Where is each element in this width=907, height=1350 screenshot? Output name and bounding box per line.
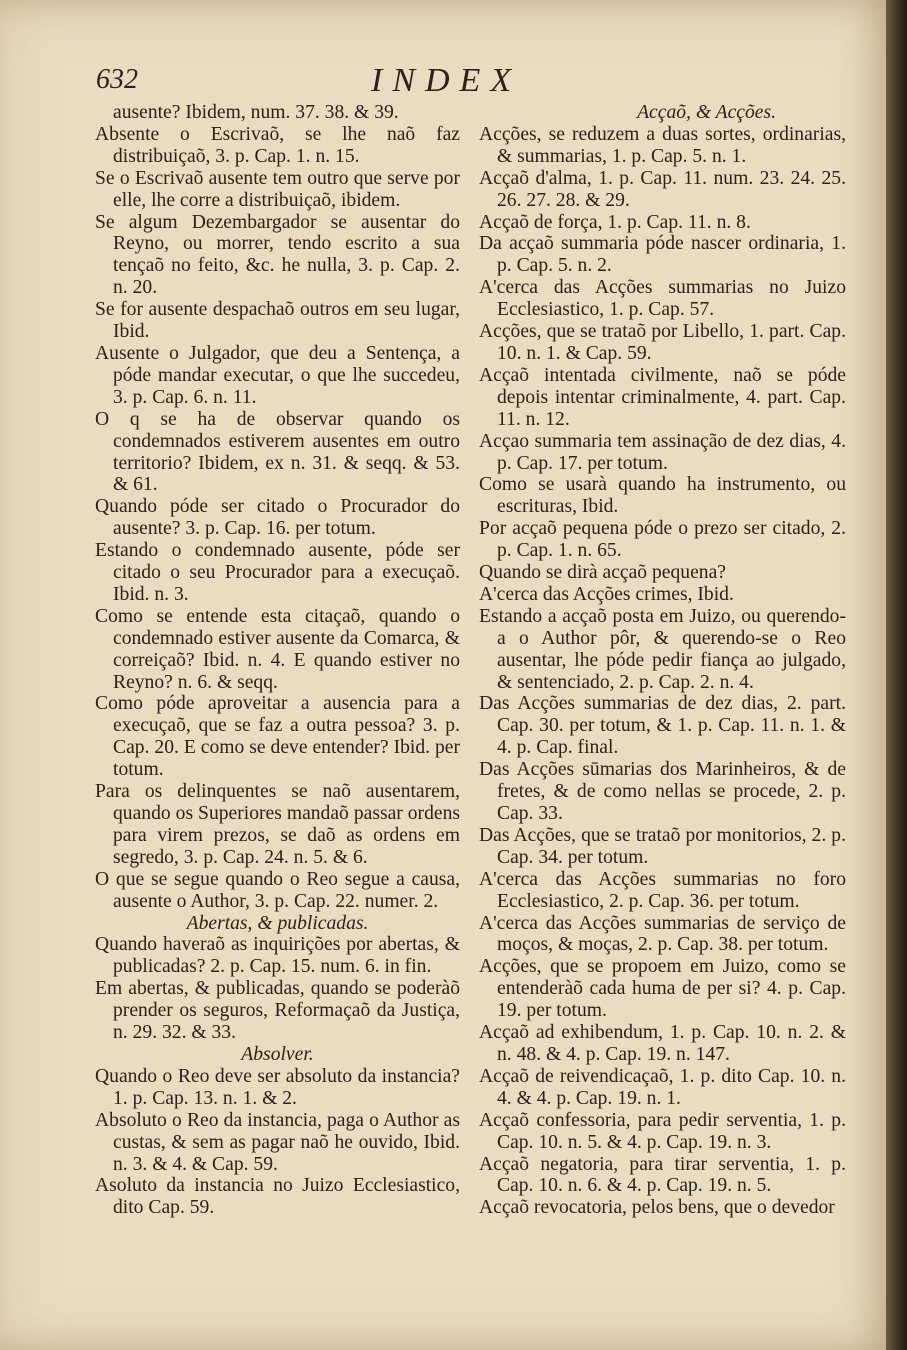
index-entry: Como póde aproveitar a ausencia para a execuçaõ, que se faz a outra pessoa? 3. p. Cap. 20. E como se deve entender? Ibid. per totum.: [95, 693, 460, 781]
index-entry: Acçaõ confessoria, para pedir serventia, 1. p. Cap. 10. n. 5. & 4. p. Cap. 19. n. 3.: [479, 1109, 846, 1153]
left-index-column: [95, 102, 460, 1219]
section-heading: Abertas, & publicadas.: [186, 912, 369, 934]
index-entry: Das Acções sūmarias dos Marinheiros, & de fretes, & de como nellas se procede, 2. p. Cap. 33.: [479, 759, 846, 824]
index-entry: Se algum Dezembargador se ausentar do Reyno, ou morrer, tendo escrito a sua tençaõ no feito, &c. he nulla, 3. p. Cap. 2. n. 20.: [95, 211, 460, 299]
index-entry: Se o Escrivaõ ausente tem outro que serve por elle, lhe corre a distribuiçaõ, ibidem.: [95, 167, 460, 211]
index-entry-continuation: ausente? Ibidem, num. 37. 38. & 39.: [113, 102, 399, 123]
index-entry: Acções, se reduzem a duas sortes, ordinarias, & summarias, 1. p. Cap. 5. n. 1.: [479, 123, 846, 167]
index-entry: Acçaõ d'alma, 1. p. Cap. 11. num. 23. 24. 25. 26. 27. 28. & 29.: [479, 167, 846, 211]
page-header: [96, 62, 876, 102]
index-entry: Em abertas, & publicadas, quando se poderàõ prender os seguros, Reformaçaõ da Justiça, n. 29. 32. & 33.: [95, 978, 460, 1044]
index-entry: Por acçaõ pequena póde o prezo ser citado, 2. p. Cap. 1. n. 65.: [479, 518, 846, 562]
index-entry: Estando o condemnado ausente, póde ser citado o seu Procurador para a execuçaõ. Ibid. n. 3.: [95, 540, 460, 605]
index-entry: Absoluto o Reo da instancia, paga o Author as custas, & sem as pagar naõ he ouvido, Ibid. n. 3. & 4. & Cap. 59.: [95, 1109, 460, 1175]
index-entry: Asoluto da instancia no Juizo Ecclesiastico, dito Cap. 59.: [95, 1175, 460, 1219]
index-entry: Das Acções, que se trataõ por monitorios, 2. p. Cap. 34. per totum.: [479, 824, 846, 868]
index-entry: Como se entende esta citaçaõ, quando o condemnado estiver ausente da Comarca, & correiçaõ? Ibid. n. 4. E quando estiver no Reyno? n. 6. & seqq.: [95, 605, 460, 693]
index-entry: Quando póde ser citado o Procurador do ausente? 3. p. Cap. 16. per totum.: [95, 496, 460, 540]
index-entry: O q se ha de observar quando os condemnados estiverem ausentes em outro territorio? Ibidem, ex n. 31. & seqq. & 53. & 61.: [95, 408, 460, 496]
index-entry: Da acçaõ summaria póde nascer ordinaria, 1. p. Cap. 5. n. 2.: [479, 233, 846, 277]
index-entry: Absente o Escrivaõ, se lhe naõ faz distribuiçaõ, 3. p. Cap. 1. n. 15.: [95, 123, 460, 167]
index-entry: Acçaõ negatoria, para tirar serventia, 1. p. Cap. 10. n. 6. & 4. p. Cap. 19. n. 5.: [479, 1153, 846, 1197]
index-entry: Acçaõ intentada civilmente, naõ se póde depois intentar criminalmente, 4. part. Cap. 11. n. 12.: [479, 364, 846, 430]
section-heading: Absolver.: [241, 1043, 314, 1065]
index-entry: O que se segue quando o Reo segue a causa, ausente o Author, 3. p. Cap. 22. numer. 2.: [95, 868, 460, 912]
index-entry: Quando haveraõ as inquirições por abertas, & publicadas? 2. p. Cap. 15. num. 6. in fin.: [95, 934, 460, 978]
index-entry: A'cerca das Acções summarias no foro Ecclesiastico, 2. p. Cap. 36. per totum.: [479, 868, 846, 912]
page-number: 632: [96, 64, 138, 95]
index-entry: Ausente o Julgador, que deu a Sentença, a póde mandar executar, o que lhe succedeu, 3. p. Cap. 6. n. 11.: [95, 342, 460, 408]
index-entry: A'cerca das Acções summarias no Juizo Ecclesiastico, 1. p. Cap. 57.: [479, 277, 846, 321]
index-entry: Quando o Reo deve ser absoluto da instancia? 1. p. Cap. 13. n. 1. & 2.: [95, 1065, 460, 1109]
index-entry: Acçaõ revocatoria, pelos bens, que o devedor: [479, 1197, 835, 1219]
index-entry: Acções, que se trataõ por Libello, 1. part. Cap. 10. n. 1. & Cap. 59.: [479, 321, 846, 364]
index-entry: Estando a acçaõ posta em Juizo, ou querendo-a o Author pôr, & querendo-se o Reo ausentar, lhe póde pedir fiança ao julgado, & sentenciado, 2. p. Cap. 2. n. 4.: [479, 605, 846, 693]
index-entry: Acçaõ de reivendicaçaõ, 1. p. dito Cap. 10. n. 4. & 4. p. Cap. 19. n. 1.: [479, 1065, 846, 1109]
index-entry: A'cerca das Acções summarias de serviço de moços, & moças, 2. p. Cap. 38. per totum.: [479, 912, 846, 956]
index-entry: Como se usarà quando ha instrumento, ou escrituras, Ibid.: [479, 474, 846, 518]
section-heading: Acçaõ, & Acções.: [637, 102, 776, 123]
right-index-column: [479, 102, 846, 1219]
index-entry: Quando se dirà acçaõ pequena?: [479, 562, 726, 584]
index-entry: Se for ausente despachaõ outros em seu lugar, Ibid.: [95, 299, 460, 343]
index-entry: Acçao summaria tem assinação de dez dias, 4. p. Cap. 17. per totum.: [479, 430, 846, 474]
index-entry: Acções, que se propoem em Juizo, como se entenderàõ cada huma de per si? 4. p. Cap. 19. per totum.: [479, 956, 846, 1022]
index-entry: Acçaõ de força, 1. p. Cap. 11. n. 8.: [479, 211, 751, 233]
index-entry: Para os delinquentes se naõ ausentarem, quando os Superiores mandaõ passar ordens para virem prezos, se daõ as ordens em segredo, 3. p. Cap. 24. n. 5. & 6.: [95, 781, 460, 868]
index-entry: A'cerca das Acções crimes, Ibid.: [479, 583, 734, 605]
page-title: INDEX: [371, 62, 522, 99]
book-edge: [886, 0, 907, 1350]
index-entry: Acçaõ ad exhibendum, 1. p. Cap. 10. n. 2. & n. 48. & 4. p. Cap. 19. n. 147.: [479, 1022, 846, 1065]
index-entry: Das Acções summarias de dez dias, 2. part. Cap. 30. per totum, & 1. p. Cap. 11. n. 1. & 4. p. Cap. final.: [479, 693, 846, 759]
